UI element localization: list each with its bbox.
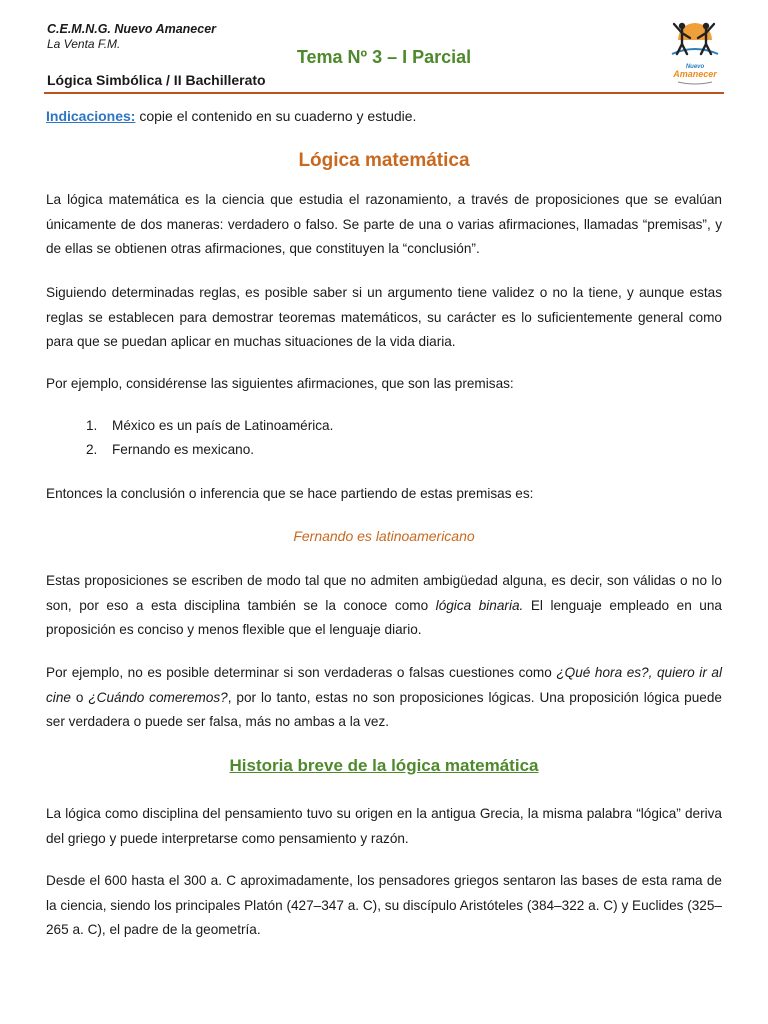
text-span: o — [70, 689, 89, 705]
text-span: Estas proposiciones se escriben de modo tal que no admiten ambigüedad alguna, es decir, son válidas o no lo son, por eso a esta disciplina también se la conoce como — [46, 573, 722, 613]
topic-title: Tema Nº 3 – I Parcial — [296, 47, 472, 67]
paragraph-non-propositions — [46, 661, 722, 735]
text-span: El lenguaje empleado en una proposición es conciso y menos flexible que el lenguaje diario. — [46, 597, 722, 637]
section-title-logica-matematica: Lógica matemática — [298, 150, 470, 171]
emphasis-question-2: ¿Cuándo comeremos? — [88, 689, 228, 705]
emphasis-question-1: ¿Qué hora es?, quiero ir al cine — [46, 665, 722, 705]
indications — [46, 108, 416, 124]
list-text: Fernando es mexicano. — [112, 442, 255, 457]
section-title-historia: Historia breve de la lógica matemática — [229, 756, 539, 775]
svg-text:Amanecer: Amanecer — [673, 69, 717, 79]
paragraph-conclusion-intro: Entonces la conclusión o inferencia que se hace partiendo de estas premisas es: — [46, 486, 534, 501]
emphasis-binary-logic: lógica binaria. — [435, 597, 524, 613]
school-name: C.E.M.N.G. Nuevo Amanecer — [47, 22, 217, 36]
list-item — [86, 414, 686, 438]
paragraph-rules: Siguiendo determinadas reglas, es posible saber si un argumento tiene validez o no la tiene, y aunque estas reglas se establecen para demostrar teoremas matemáticos, su carácter es lo suficientemente general como para que se puedan aplicar en muchas situaciones de la vida diaria. — [46, 285, 722, 349]
premises-list — [86, 414, 686, 462]
paragraph-example-intro: Por ejemplo, considérense las siguientes afirmaciones, que son las premisas: — [46, 376, 514, 391]
indications-label: Indicaciones: — [46, 108, 136, 124]
paragraph-binary-logic — [46, 569, 722, 643]
list-text: México es un país de Latinoamérica. — [112, 418, 334, 433]
text-span: Por ejemplo, no es posible determinar si son verdaderas o falsas cuestiones como — [46, 665, 557, 680]
paragraph-history-greeks: Desde el 600 hasta el 300 a. C aproximadamente, los pensadores griegos sentaron las bases de esta rama de la ciencia, siendo los principales Platón (427–347 a. C), su discípulo Aristóteles (384–322 a. C) y Euclides (325–265 a. C), el padre de la geometría. — [46, 873, 722, 937]
school-location: La Venta F.M. — [47, 37, 121, 51]
paragraph-definition: La lógica matemática es la ciencia que estudia el razonamiento, a través de proposiciones que se evalúan únicamente de dos maneras: verdadero o falso. Se parte de una o varias afirmaciones, llamadas “premisas”, y de ellas se obtienen otras afirmaciones, que constituyen la “conclusión”. — [46, 192, 722, 256]
svg-text:Nuevo: Nuevo — [685, 64, 705, 70]
conclusion-text: Fernando es latinoamericano — [293, 528, 475, 544]
school-logo-icon — [662, 14, 728, 90]
subject-line: Lógica Simbólica / II Bachillerato — [47, 72, 266, 88]
indications-text: copie el contenido en su cuaderno y estudie. — [135, 108, 417, 124]
paragraph-history-origin: La lógica como disciplina del pensamiento tuvo su origen en la antigua Grecia, la misma palabra “lógica” deriva del griego y puede interpretarse como pensamiento y razón. — [46, 806, 722, 846]
list-number: 1. — [86, 418, 98, 433]
list-item — [86, 438, 686, 462]
header-divider — [44, 92, 724, 94]
list-number: 2. — [86, 442, 98, 457]
text-span: , por lo tanto, estas no son proposiciones lógicas. Una proposición lógica puede ser verdadera o puede ser falsa, más no ambas a la vez. — [46, 689, 722, 729]
